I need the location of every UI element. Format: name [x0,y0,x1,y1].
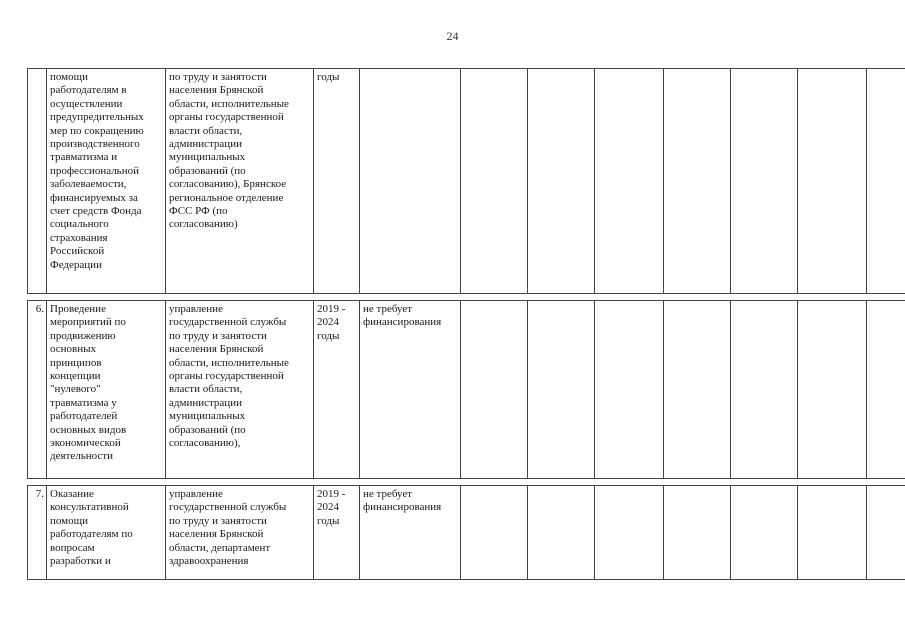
row-number: 6. [28,301,47,479]
period-cell: 2019 - 2024 годы [314,301,360,479]
empty-cell [664,69,731,294]
empty-cell [595,301,664,479]
activity-cell: помощи работодателям в осуществлении предупредительных мер по сокращению производственного травматизма и профессиональной заболеваемости, финансируемых за счет средств Фонда социального страхования Российской Федерации [47,69,166,294]
empty-cell [731,301,798,479]
empty-cell [798,69,867,294]
empty-cell [731,69,798,294]
activity-cell: Проведение мероприятий по продвижению основных принципов концепции "нулевого" травматизма у работодателей основных видов экономической деятельности [47,301,166,479]
funding-cell [360,69,461,294]
funding-cell: не требует финансирования [360,486,461,580]
activities-table [27,68,905,580]
executor-cell: управление государственной службы по труду и занятости населения Брянской области, департамент здравоохранения [166,486,314,580]
row-gap-cell [28,479,905,486]
empty-cell [595,486,664,580]
table-row [28,486,905,580]
empty-cell [664,301,731,479]
empty-cell [867,69,905,294]
empty-cell [528,69,595,294]
empty-cell [461,69,528,294]
table-row [28,69,905,294]
empty-cell [461,486,528,580]
executor-cell: управление государственной службы по труду и занятости населения Брянской области, исполнительные органы государственной власти области, администрации муниципальных образований (по согласованию), [166,301,314,479]
empty-cell [798,486,867,580]
empty-cell [595,69,664,294]
executor-cell: по труду и занятости населения Брянской области, исполнительные органы государственной власти области, администрации муниципальных образований (по согласованию), Брянское региональное отделение ФСС РФ (по согласованию) [166,69,314,294]
empty-cell [528,301,595,479]
funding-cell: не требует финансирования [360,301,461,479]
row-number: 7. [28,486,47,580]
empty-cell [528,486,595,580]
activity-cell: Оказание консультативной помощи работодателям по вопросам разработки и [47,486,166,580]
row-number [28,69,47,294]
empty-cell [798,301,867,479]
period-cell: годы [314,69,360,294]
period-cell: 2019 - 2024 годы [314,486,360,580]
row-gap [28,479,905,486]
page-number: 24 [446,29,459,43]
row-gap [28,294,905,301]
empty-cell [461,301,528,479]
empty-cell [664,486,731,580]
empty-cell [867,486,905,580]
empty-cell [731,486,798,580]
row-gap-cell [28,294,905,301]
table-row [28,301,905,479]
empty-cell [867,301,905,479]
